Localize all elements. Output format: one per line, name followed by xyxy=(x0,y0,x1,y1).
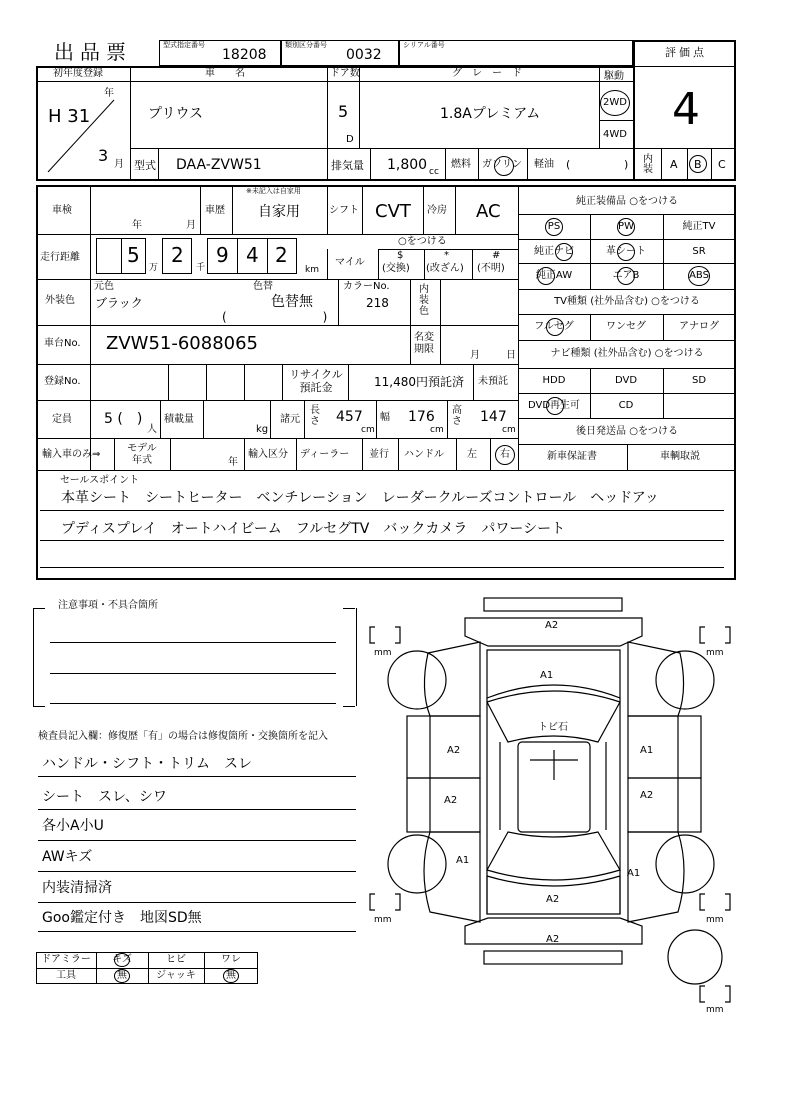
mark-front-bumper: A2 xyxy=(545,620,559,631)
tv-oneseg: ワンセグ xyxy=(606,321,646,332)
equip-airbag: エアB xyxy=(612,270,640,281)
tire-mm-spare: mm xyxy=(706,1005,724,1015)
mileage-label: 走行距離 xyxy=(40,252,80,263)
mark-rear-bumper: A2 xyxy=(546,934,560,945)
history-label: 車歴 xyxy=(205,205,225,216)
original-color-label: 元色 xyxy=(94,281,114,292)
interior-color-label: 内装色 xyxy=(419,284,429,317)
later-warranty: 新車保証書 xyxy=(547,451,597,462)
import-label: 輸入車のみ⇒ xyxy=(42,449,101,460)
tv-title: TV種類 (社外品含む) ○をつける xyxy=(554,296,700,307)
history-value: 自家用 xyxy=(258,204,300,220)
tire-mm-fl: mm xyxy=(374,648,392,658)
width-label: 幅 xyxy=(380,412,390,423)
later-title: 後日発送品 ○をつける xyxy=(576,426,678,437)
mirror-crack: ヒビ xyxy=(166,954,186,965)
rating-label: 評価点 xyxy=(665,46,707,59)
exterior-label: 外装色 xyxy=(45,295,75,306)
mark-windshield: トビ石 xyxy=(538,722,568,733)
ac-value: AC xyxy=(476,201,501,222)
navi-dvd: DVD xyxy=(614,375,638,386)
model-designation-label: 型式指定番号 xyxy=(163,41,205,49)
mileage-man: 万 xyxy=(149,263,159,273)
rating-value: 4 xyxy=(672,84,700,135)
equip-leather: 革シート xyxy=(606,246,646,257)
displacement-value: 1,800 xyxy=(387,157,428,173)
navi-hdd: HDD xyxy=(542,375,566,386)
mirror-break: ワレ xyxy=(221,954,241,965)
height-label: 高さ xyxy=(452,405,462,427)
fuel-paren-open: ( xyxy=(566,158,571,171)
drive-2wd: 2WD xyxy=(603,97,627,108)
mark-right-rear-fender: A1 xyxy=(627,868,641,879)
tire-mm-fr: mm xyxy=(706,648,724,658)
recycle-label: リサイクル預託金 xyxy=(289,368,343,394)
recycle-unpaid: 未預託 xyxy=(478,376,508,387)
category-value: 0032 xyxy=(346,47,382,63)
ac-label: 冷房 xyxy=(427,205,447,216)
color-no-label: カラーNo. xyxy=(343,281,390,292)
mark-left-rear-fender: A1 xyxy=(456,855,470,866)
equip-abs: ABS xyxy=(689,270,709,281)
serial-label: シリアル番号 xyxy=(403,41,445,49)
shift-label: シフト xyxy=(329,205,359,216)
mark-label: ○をつける xyxy=(398,236,447,247)
fuel-diesel: 軽油 xyxy=(534,159,554,170)
chassis-value: ZVW51-6088065 xyxy=(106,333,259,354)
repaint-label: 色替 xyxy=(253,281,273,292)
equip-tv: 純正TV xyxy=(682,221,716,232)
inspection-year-unit: 年 xyxy=(132,220,142,231)
car-name: プリウス xyxy=(148,106,204,122)
interior-grade-label: 内装 xyxy=(643,154,653,175)
mirror-scratch: キズ xyxy=(112,954,132,965)
car-name-label: 車 名 xyxy=(205,68,245,79)
equipment-title: 純正装備品 ○をつける xyxy=(576,196,678,207)
mile-label: マイル xyxy=(335,257,365,268)
model-year-unit: 年 xyxy=(228,457,238,468)
length-value: 457 xyxy=(336,409,363,425)
category-label: 類別区分番号 xyxy=(285,41,327,49)
first-reg-year-unit: 年 xyxy=(104,88,114,99)
length-label: 長さ xyxy=(310,405,320,427)
mark-trunk: A2 xyxy=(546,894,560,905)
import-dealer: ディーラー xyxy=(300,449,350,460)
jack-value: 無 xyxy=(226,970,236,981)
mileage-sen: 千 xyxy=(196,263,206,273)
shift-value: CVT xyxy=(375,201,411,222)
exchange-label: (交換) xyxy=(382,263,410,274)
interior-grade-b: B xyxy=(694,158,702,171)
jack-label: ジャッキ xyxy=(156,970,196,981)
first-reg-month-unit: 月 xyxy=(114,159,124,170)
displacement-unit: cc xyxy=(429,167,439,177)
tamper-label: (改ざん) xyxy=(426,263,464,274)
note-line-5: 内装清掃済 xyxy=(42,880,112,896)
width-unit: cm xyxy=(430,425,444,435)
sales-line-1: 本革シート シートヒーター ベンチレーション レーダークルーズコントロール ヘッドアッ xyxy=(61,490,659,506)
mark-left-rear-door: A2 xyxy=(444,795,458,806)
exchange-sym: $ xyxy=(397,250,404,261)
tools-value: 無 xyxy=(117,970,127,981)
length-unit: cm xyxy=(361,425,375,435)
drive-label: 駆動 xyxy=(604,71,624,82)
registration-label: 登録No. xyxy=(44,376,81,387)
equip-pw: PW xyxy=(618,221,634,232)
later-manual: 車輌取説 xyxy=(660,451,700,462)
grade-label: グ レ ー ド xyxy=(452,68,522,79)
tv-fullseg: フルセグ xyxy=(534,321,574,332)
mirror-label: ドアミラー xyxy=(41,954,91,965)
sales-label: セールスポイント xyxy=(60,475,140,486)
unknown-sym: # xyxy=(492,250,501,261)
doors-value: 5 xyxy=(338,102,349,121)
navi-dvd-play: DVD再生可 xyxy=(527,400,581,411)
tools-label: 工具 xyxy=(56,970,76,981)
import-type-label: 輸入区分 xyxy=(248,449,288,460)
mileage-d5: 2 xyxy=(275,243,288,267)
displacement-label: 排気量 xyxy=(331,159,364,172)
note-line-4: AWキズ xyxy=(42,849,93,865)
note-line-6: Goo鑑定付き 地図SD無 xyxy=(42,910,202,926)
name-change-label: 名変期限 xyxy=(414,332,434,355)
equip-aw: 純正AW xyxy=(535,270,573,281)
note-line-1: ハンドル・シフト・トリム スレ xyxy=(42,756,252,772)
fuel-gasoline: ガソリン xyxy=(482,159,522,170)
chassis-label: 車台No. xyxy=(44,338,81,349)
inspection-month-unit: 月 xyxy=(186,220,196,231)
handle-right: 右 xyxy=(500,449,510,460)
dims-label: 諸元 xyxy=(280,414,300,425)
navi-sd: SD xyxy=(691,375,707,386)
fuel-label: 燃料 xyxy=(451,159,471,170)
model-designation-value: 18208 xyxy=(222,47,267,63)
navi-title: ナビ種類 (社外品含む) ○をつける xyxy=(550,348,704,359)
drive-4wd: 4WD xyxy=(603,129,627,140)
sales-line-2: プディスプレイ オートハイビーム フルセグTV バックカメラ パワーシート xyxy=(61,521,566,537)
load-unit: kg xyxy=(256,424,269,435)
capacity-value: 5 ( ) xyxy=(104,411,143,427)
mileage-d4: 4 xyxy=(246,243,259,267)
repaint-value: 色替無 xyxy=(271,294,313,310)
caution-label: 注意事項・不具合箇所 xyxy=(58,600,158,611)
interior-grade-a: A xyxy=(670,158,678,171)
repaint-paren: ( ) xyxy=(222,310,328,324)
navi-cd: CD xyxy=(618,400,634,411)
mark-left-front-door: A2 xyxy=(447,745,461,756)
mark-right-front-door: A1 xyxy=(640,745,654,756)
color-no: 218 xyxy=(366,296,389,310)
height-unit: cm xyxy=(502,425,516,435)
first-reg-era: H 31 xyxy=(48,106,91,127)
capacity-label: 定員 xyxy=(52,414,72,425)
interior-grade-c: C xyxy=(718,158,726,171)
height-value: 147 xyxy=(480,409,507,425)
mark-right-rear-door: A2 xyxy=(640,790,654,801)
note-line-2: シート スレ、シワ xyxy=(42,789,167,805)
equip-navi: 純正ナビ xyxy=(534,246,574,257)
first-reg-month: 3 xyxy=(98,146,109,165)
unknown-label: (不明) xyxy=(477,263,505,274)
grade-value: 1.8Aプレミアム xyxy=(440,106,541,122)
history-note: ※未記入は自家用 xyxy=(246,187,301,195)
doors-label: ドア数 xyxy=(330,68,360,79)
note-line-3: 各小A小U xyxy=(42,818,104,834)
handle-label: ハンドル xyxy=(404,449,444,460)
inspection-label: 車検 xyxy=(52,205,72,216)
equip-sr: SR xyxy=(692,246,706,257)
width-value: 176 xyxy=(408,409,435,425)
capacity-unit: 人 xyxy=(147,424,157,435)
first-reg-label: 初年度登録 xyxy=(53,68,103,79)
name-change-day: 日 xyxy=(506,350,516,361)
model-value: DAA-ZVW51 xyxy=(176,157,262,173)
equip-ps: PS xyxy=(547,221,561,232)
name-change-month: 月 xyxy=(470,350,480,361)
mark-hood: A1 xyxy=(540,670,554,681)
handle-left: 左 xyxy=(467,449,477,460)
mileage-d3: 9 xyxy=(216,243,229,267)
original-color: ブラック xyxy=(95,296,143,310)
inspector-label: 検査員記入欄：修復歴「有」の場合は修復箇所・交換箇所を記入 xyxy=(38,731,328,742)
recycle-amount: 11,480円預託済 xyxy=(374,375,464,389)
fuel-paren-close: ) xyxy=(624,158,629,171)
tv-analog: アナログ xyxy=(679,321,719,332)
load-label: 積載量 xyxy=(164,414,194,425)
form-title: 出品票 xyxy=(54,40,132,64)
tire-mm-rr: mm xyxy=(706,915,724,925)
mileage-d2: 2 xyxy=(171,243,184,267)
model-label: 型式 xyxy=(134,159,156,172)
mileage-km: km xyxy=(305,265,319,275)
tamper-sym: * xyxy=(444,250,449,261)
mileage-d1: 5 xyxy=(127,243,140,267)
import-parallel: 並行 xyxy=(369,449,389,460)
door-type: D xyxy=(346,134,354,145)
tire-mm-rl: mm xyxy=(374,915,392,925)
model-year-label: モデル年式 xyxy=(127,443,157,466)
